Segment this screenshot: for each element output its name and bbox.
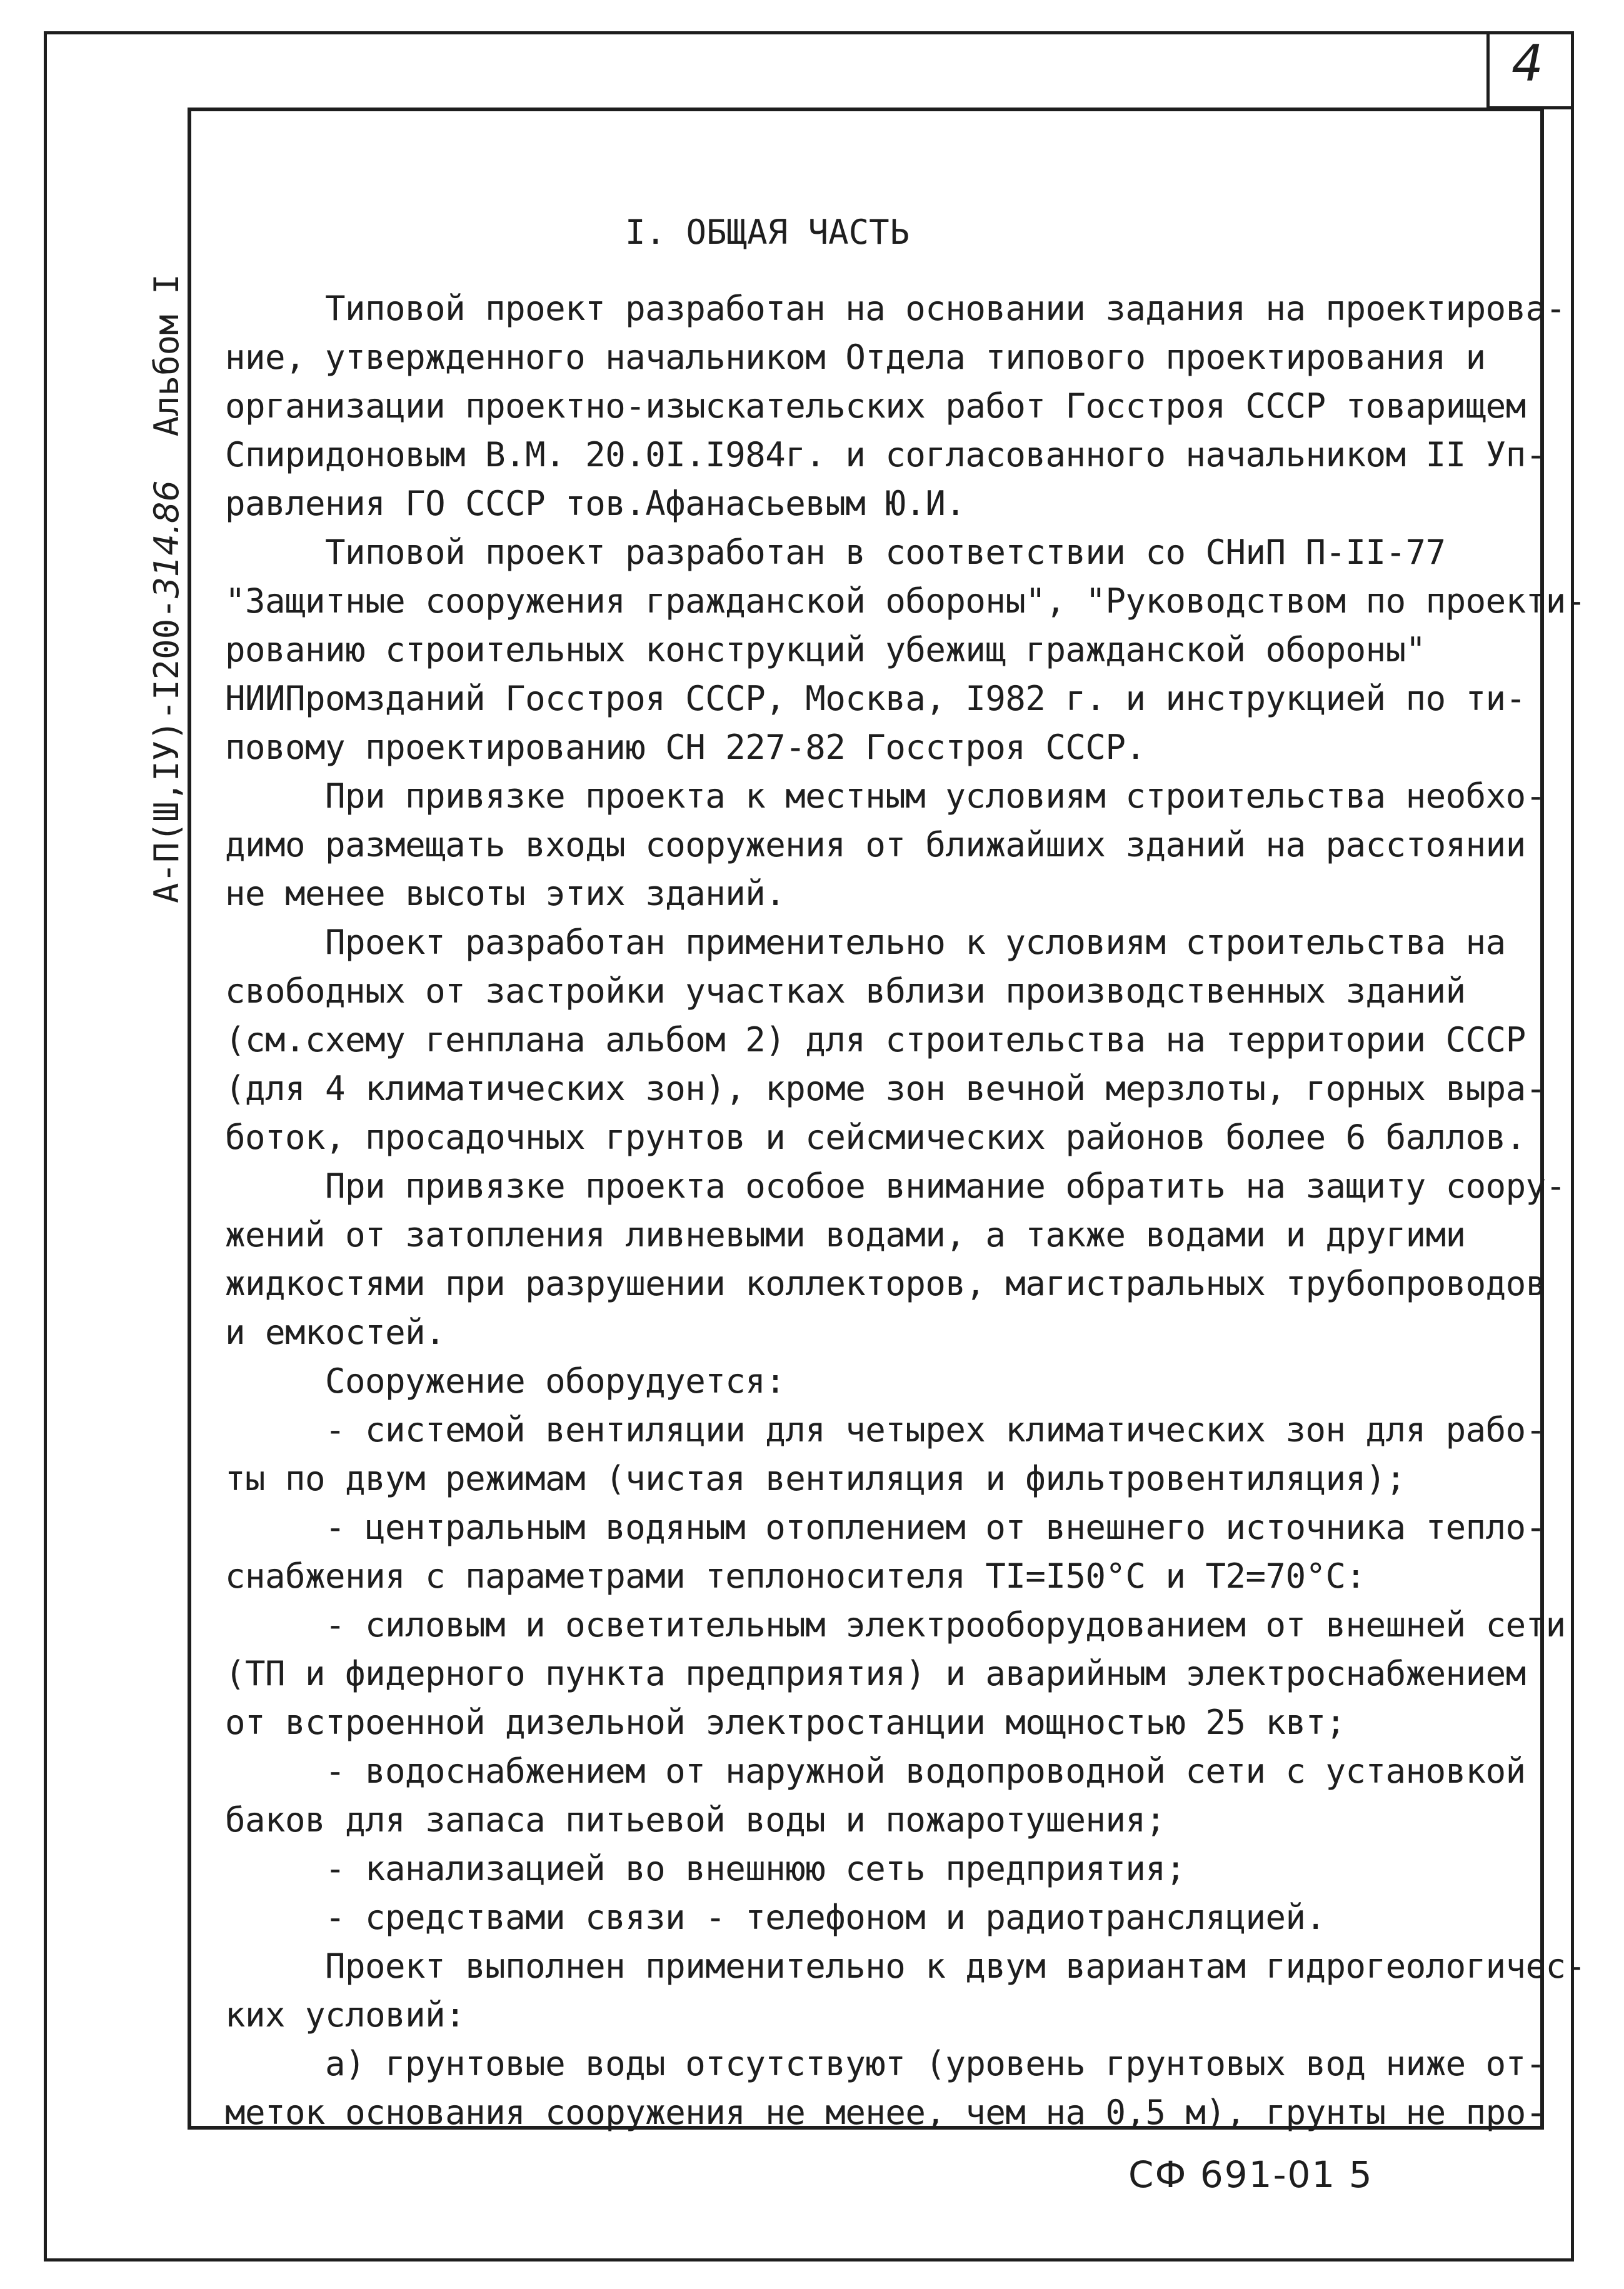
stamp-album: Альбом I (147, 274, 186, 437)
text-line: боток, просадочных грунтов и сейсмических районов более 6 баллов. (225, 1118, 1526, 1157)
text-line: - центральным водяным отоплением от внешнего источника тепло- (325, 1508, 1546, 1547)
document-stamp (147, 274, 186, 903)
text-line: (ТП и фидерного пункта предприятия) и аварийным электроснабжением (225, 1654, 1526, 1693)
text-line: (для 4 климатических зон), кроме зон вечной мерзлоты, горных выра- (225, 1069, 1546, 1108)
text-line: а) грунтовые воды отсутствуют (уровень грунтовых вод ниже от- (325, 2044, 1546, 2083)
text-line: Сооружение оборудуется: (325, 1361, 786, 1401)
text-line: При привязке проекта к местным условиям строительства необхо- (325, 776, 1546, 816)
text-line: ких условий: (225, 1995, 466, 2035)
text-line: Типовой проект разработан в соответствии со СНиП П-II-77 (325, 533, 1446, 572)
text-line: Спиридоновым В.М. 20.0I.I984г. и согласованного начальником II Уп- (225, 435, 1546, 474)
text-line: свободных от застройки участках вблизи производственных зданий (225, 971, 1466, 1011)
text-line: равления ГО СССР тов.Афанасьевым Ю.И. (225, 484, 966, 523)
text-line: Проект выполнен применительно к двум вариантам гидрогеологичес- (325, 1946, 1586, 1986)
stamp-code-prefix: А-П(Ш,IУ)-I200- (147, 598, 186, 903)
text-line: ние, утвержденного начальником Отдела типового проектирования и (225, 338, 1486, 377)
text-line: (см.схему генплана альбом 2) для строительства на территории СССР (225, 1020, 1526, 1059)
text-line: "Защитные сооружения гражданской обороны", "Руководством по проекти- (225, 581, 1586, 621)
text-line: ты по двум режимам (чистая вентиляция и фильтровентиляция); (225, 1459, 1406, 1498)
text-line: Проект разработан применительно к условиям строительства на (325, 923, 1506, 962)
text-line: жений от затопления ливневыми водами, а также водами и другими (225, 1215, 1466, 1255)
text-line: - водоснабжением от наружной водопроводной сети с установкой (325, 1751, 1526, 1791)
text-line: баков для запаса питьевой воды и пожаротушения; (225, 1800, 1166, 1840)
footer-code: СФ 691-01 5 (1128, 2153, 1373, 2196)
text-line: от встроенной дизельной электростанции мощностью 25 квт; (225, 1703, 1346, 1742)
text-line: - средствами связи - телефоном и радиотрансляцией. (325, 1898, 1326, 1937)
page-number: 4 (1511, 34, 1543, 93)
text-line: не менее высоты этих зданий. (225, 874, 786, 913)
text-line: - канализацией во внешнюю сеть предприятия; (325, 1849, 1186, 1888)
text-line: снабжения с параметрами теплоносителя TI=I50°C и T2=70°C: (225, 1556, 1366, 1596)
text-line: димо размещать входы сооружения от ближайших зданий на расстоянии (225, 825, 1526, 864)
text-line: Типовой проект разработан на основании задания на проектирова- (325, 289, 1566, 328)
section-title: I. ОБЩАЯ ЧАСТЬ (625, 213, 910, 252)
text-line: жидкостями при разрушении коллекторов, магистральных трубопроводов (225, 1264, 1546, 1303)
text-line: - системой вентиляции для четырех климатических зон для рабо- (325, 1410, 1546, 1450)
body-text (225, 284, 1586, 2137)
stamp-code-handwritten: 314.86 (147, 480, 186, 599)
text-line: НИИПромзданий Госстроя СССР, Москва, I982 г. и инструкцией по ти- (225, 679, 1526, 718)
text-line: и емкостей. (225, 1313, 446, 1352)
text-line: меток основания сооружения не менее, чем на 0,5 м), грунты не про- (225, 2093, 1546, 2132)
text-line: рованию строительных конструкций убежищ гражданской обороны" (225, 630, 1426, 669)
text-line: повому проектированию СН 227-82 Госстроя СССР. (225, 728, 1146, 767)
text-line: организации проектно-изыскательских работ Госстроя СССР товарищем (225, 386, 1526, 426)
text-line: - силовым и осветительным электрооборудованием от внешней сети (325, 1605, 1566, 1645)
text-line: При привязке проекта особое внимание обратить на защиту соору- (325, 1166, 1566, 1206)
